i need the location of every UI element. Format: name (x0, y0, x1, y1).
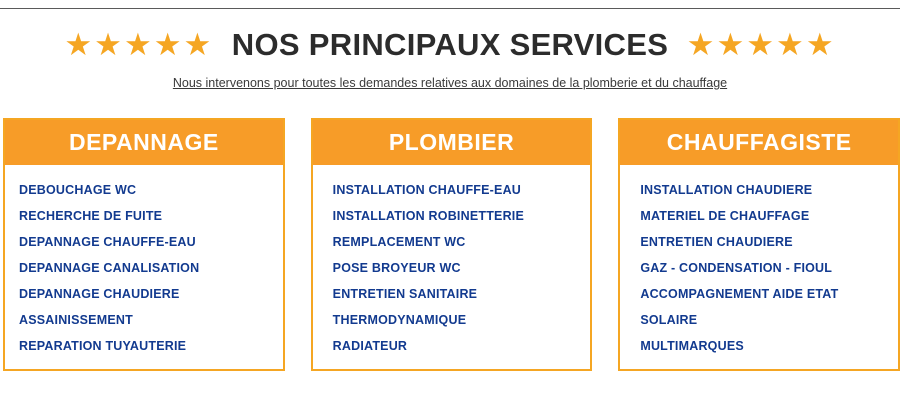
list-item[interactable]: INSTALLATION CHAUDIERE (640, 183, 813, 197)
list-item[interactable]: DEPANNAGE CHAUDIERE (19, 287, 180, 301)
list-item[interactable]: GAZ - CONDENSATION - FIOUL (640, 261, 833, 275)
list-item[interactable]: INSTALLATION CHAUFFE-EAU (332, 183, 522, 197)
services-columns (0, 118, 900, 371)
service-list (313, 165, 591, 369)
list-item[interactable]: DEBOUCHAGE WC (19, 183, 137, 197)
service-card-title: DEPANNAGE (5, 120, 283, 165)
top-divider (0, 8, 900, 9)
list-item[interactable]: RECHERCHE DE FUITE (19, 209, 163, 223)
service-card-title: PLOMBIER (313, 120, 591, 165)
service-list (620, 165, 898, 369)
list-item[interactable]: MATERIEL DE CHAUFFAGE (640, 209, 810, 223)
service-card-chauffagiste (618, 118, 900, 371)
list-item[interactable]: REMPLACEMENT WC (332, 235, 466, 249)
service-card-title: CHAUFFAGISTE (620, 120, 898, 165)
list-item[interactable]: ACCOMPAGNEMENT AIDE ETAT (640, 287, 839, 301)
service-card-plombier (311, 118, 593, 371)
service-list (5, 165, 283, 369)
service-card-depannage (3, 118, 285, 371)
list-item[interactable]: REPARATION TUYAUTERIE (19, 339, 187, 353)
list-item[interactable]: ENTRETIEN CHAUDIERE (640, 235, 793, 249)
list-item[interactable]: ENTRETIEN SANITAIRE (332, 287, 478, 301)
list-item[interactable]: SOLAIRE (640, 313, 698, 327)
page-subtitle: Nous intervenons pour toutes les demandes relatives aux domaines de la plomberie et du chauffage (172, 76, 728, 90)
list-item[interactable]: RADIATEUR (332, 339, 408, 353)
list-item[interactable]: THERMODYNAMIQUE (332, 313, 467, 327)
list-item[interactable]: DEPANNAGE CANALISATION (19, 261, 200, 275)
list-item[interactable]: MULTIMARQUES (640, 339, 744, 353)
list-item[interactable]: INSTALLATION ROBINETTERIE (332, 209, 525, 223)
stars-left-icon: ★★★★★ (64, 27, 214, 62)
list-item[interactable]: DEPANNAGE CHAUFFE-EAU (19, 235, 196, 249)
stars-right-icon: ★★★★★ (686, 27, 836, 62)
list-item[interactable]: POSE BROYEUR WC (332, 261, 461, 275)
page-title (0, 28, 900, 62)
list-item[interactable]: ASSAINISSEMENT (19, 313, 133, 327)
page-title-text: NOS PRINCIPAUX SERVICES (231, 27, 669, 62)
